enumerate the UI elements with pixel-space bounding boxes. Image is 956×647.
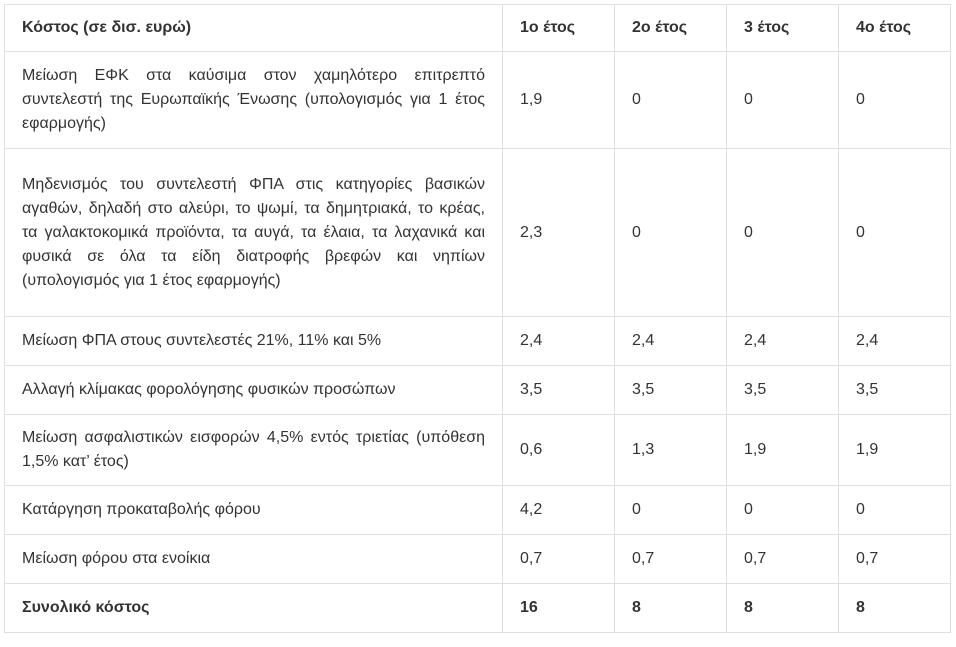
row-label: Μείωση ΦΠΑ στους συντελεστές 21%, 11% και 5% (5, 317, 503, 366)
total-year-2: 8 (615, 584, 727, 633)
cell-year-3: 0,7 (727, 535, 839, 584)
cell-year-4: 0,7 (839, 535, 951, 584)
table-row (5, 486, 951, 535)
cell-year-2: 0 (615, 486, 727, 535)
total-year-1: 16 (503, 584, 615, 633)
row-label: Μείωση ΕΦΚ στα καύσιμα στον χαμηλότερο επιτρεπτό συντελεστή της Ευρωπαϊκής Ένωσης (υπολογισμός για 1 έτος εφαρμογής) (5, 52, 503, 149)
cell-year-3: 0 (727, 149, 839, 317)
cell-year-3: 0 (727, 52, 839, 149)
cell-year-1: 4,2 (503, 486, 615, 535)
cell-year-4: 0 (839, 486, 951, 535)
total-year-4: 8 (839, 584, 951, 633)
cell-year-1: 2,3 (503, 149, 615, 317)
row-label: Αλλαγή κλίμακας φορολόγησης φυσικών προσώπων (5, 366, 503, 415)
cell-year-4: 1,9 (839, 415, 951, 486)
table-row (5, 149, 951, 317)
row-label: Κατάργηση προκαταβολής φόρου (5, 486, 503, 535)
cell-year-1: 2,4 (503, 317, 615, 366)
cell-year-4: 2,4 (839, 317, 951, 366)
row-label: Μηδενισμός του συντελεστή ΦΠΑ στις κατηγορίες βασικών αγαθών, δηλαδή στο αλεύρι, το ψωμί, τα δημητριακά, το κρέας, τα γαλακτοκομικά προϊόντα, τα αυγά, τα έλαια, τα λαχανικά και φυσικά σε όλα τα είδη διατροφής βρεφών και νηπίων (υπολογισμός για 1 έτος εφαρμογής) (5, 149, 503, 317)
cell-year-2: 2,4 (615, 317, 727, 366)
row-label: Μείωση φόρου στα ενοίκια (5, 535, 503, 584)
row-label: Μείωση ασφαλιστικών εισφορών 4,5% εντός τριετίας (υπόθεση 1,5% κατ’ έτος) (5, 415, 503, 486)
total-year-3: 8 (727, 584, 839, 633)
table-row (5, 366, 951, 415)
header-year-3: 3 έτος (727, 5, 839, 52)
cell-year-1: 3,5 (503, 366, 615, 415)
cell-year-1: 0,6 (503, 415, 615, 486)
total-row (5, 584, 951, 633)
cell-year-4: 3,5 (839, 366, 951, 415)
table-row (5, 52, 951, 149)
cell-year-2: 1,3 (615, 415, 727, 486)
cell-year-1: 1,9 (503, 52, 615, 149)
cell-year-3: 1,9 (727, 415, 839, 486)
cell-year-4: 0 (839, 149, 951, 317)
header-year-4: 4ο έτος (839, 5, 951, 52)
table-header-row (5, 5, 951, 52)
cost-table (4, 4, 951, 633)
cost-table-container (4, 4, 950, 633)
cell-year-2: 0,7 (615, 535, 727, 584)
cell-year-3: 0 (727, 486, 839, 535)
table-row (5, 415, 951, 486)
table-row (5, 535, 951, 584)
cell-year-2: 0 (615, 149, 727, 317)
header-year-1: 1ο έτος (503, 5, 615, 52)
cell-year-2: 0 (615, 52, 727, 149)
header-year-2: 2ο έτος (615, 5, 727, 52)
cell-year-3: 3,5 (727, 366, 839, 415)
cell-year-1: 0,7 (503, 535, 615, 584)
table-row (5, 317, 951, 366)
cell-year-2: 3,5 (615, 366, 727, 415)
cell-year-3: 2,4 (727, 317, 839, 366)
cell-year-4: 0 (839, 52, 951, 149)
header-cost: Κόστος (σε δισ. ευρώ) (5, 5, 503, 52)
total-label: Συνολικό κόστος (5, 584, 503, 633)
